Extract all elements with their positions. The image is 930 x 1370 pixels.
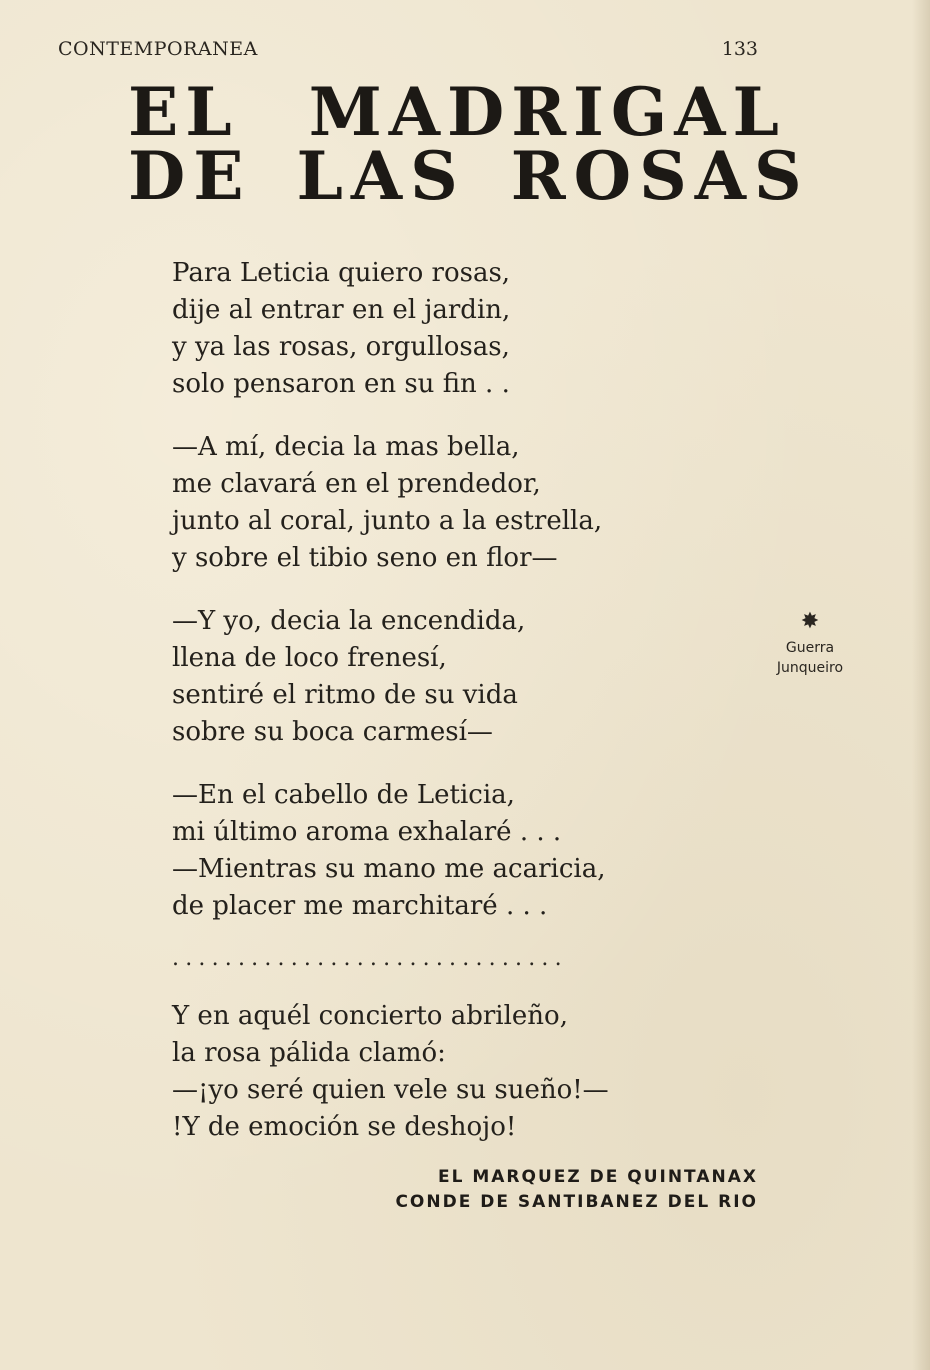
poem-title-line-2: DE LAS ROSAS (128, 137, 810, 215)
stanza-3 (172, 603, 672, 751)
margin-note-line-2: Junqueiro (776, 660, 844, 676)
poem-title-line-1: EL MADRIGAL (128, 73, 786, 151)
asterisk-icon: ✸ (800, 609, 820, 634)
poem-title (128, 73, 810, 215)
verse: Para Leticia quiero rosas, (172, 258, 511, 288)
verse: y ya las rosas, orgullosas, (172, 332, 510, 362)
verse: de placer me marchitaré . . . (172, 891, 548, 921)
poem-body (172, 255, 672, 951)
dotted-separator: .............................. (172, 946, 568, 971)
verse: solo pensaron en su fin . . (172, 369, 510, 399)
verse: junto al coral, junto a la estrella, (172, 506, 603, 536)
verse: sentiré el ritmo de su vida (172, 680, 518, 710)
verse: —En el cabello de Leticia, (172, 780, 515, 810)
verse: !Y de emoción se deshojo! (172, 1112, 517, 1142)
verse: llena de loco frenesí, (172, 643, 447, 673)
signature-line-1: EL MARQUEZ DE QUINTANAX (437, 1167, 758, 1187)
stanza-1 (172, 255, 672, 403)
verse: —Y yo, decia la encendida, (172, 606, 526, 636)
author-signature (395, 1165, 758, 1215)
stanza-2 (172, 429, 672, 577)
verse: la rosa pálida clamó: (172, 1038, 446, 1068)
verse: —A mí, decia la mas bella, (172, 432, 520, 462)
verse: me clavará en el prendedor, (172, 469, 541, 499)
page-number: 133 (721, 38, 758, 60)
signature-line-2: CONDE DE SANTIBANEZ DEL RIO (395, 1192, 758, 1212)
running-head: CONTEMPORANEA (58, 38, 258, 60)
verse: —¡yo seré quien vele su sueño!— (172, 1075, 609, 1105)
verse: mi último aroma exhalaré . . . (172, 817, 562, 847)
margin-note-line-1: Guerra (785, 640, 835, 656)
gutter-shadow (912, 0, 930, 1370)
final-stanza (172, 998, 672, 1146)
margin-note (770, 610, 850, 678)
verse: Y en aquél concierto abrileño, (172, 1001, 568, 1031)
stanza-4 (172, 777, 672, 925)
verse: —Mientras su mano me acaricia, (172, 854, 606, 884)
verse: sobre su boca carmesí— (172, 717, 493, 747)
verse: y sobre el tibio seno en flor— (172, 543, 558, 573)
verse: dije al entrar en el jardin, (172, 295, 511, 325)
